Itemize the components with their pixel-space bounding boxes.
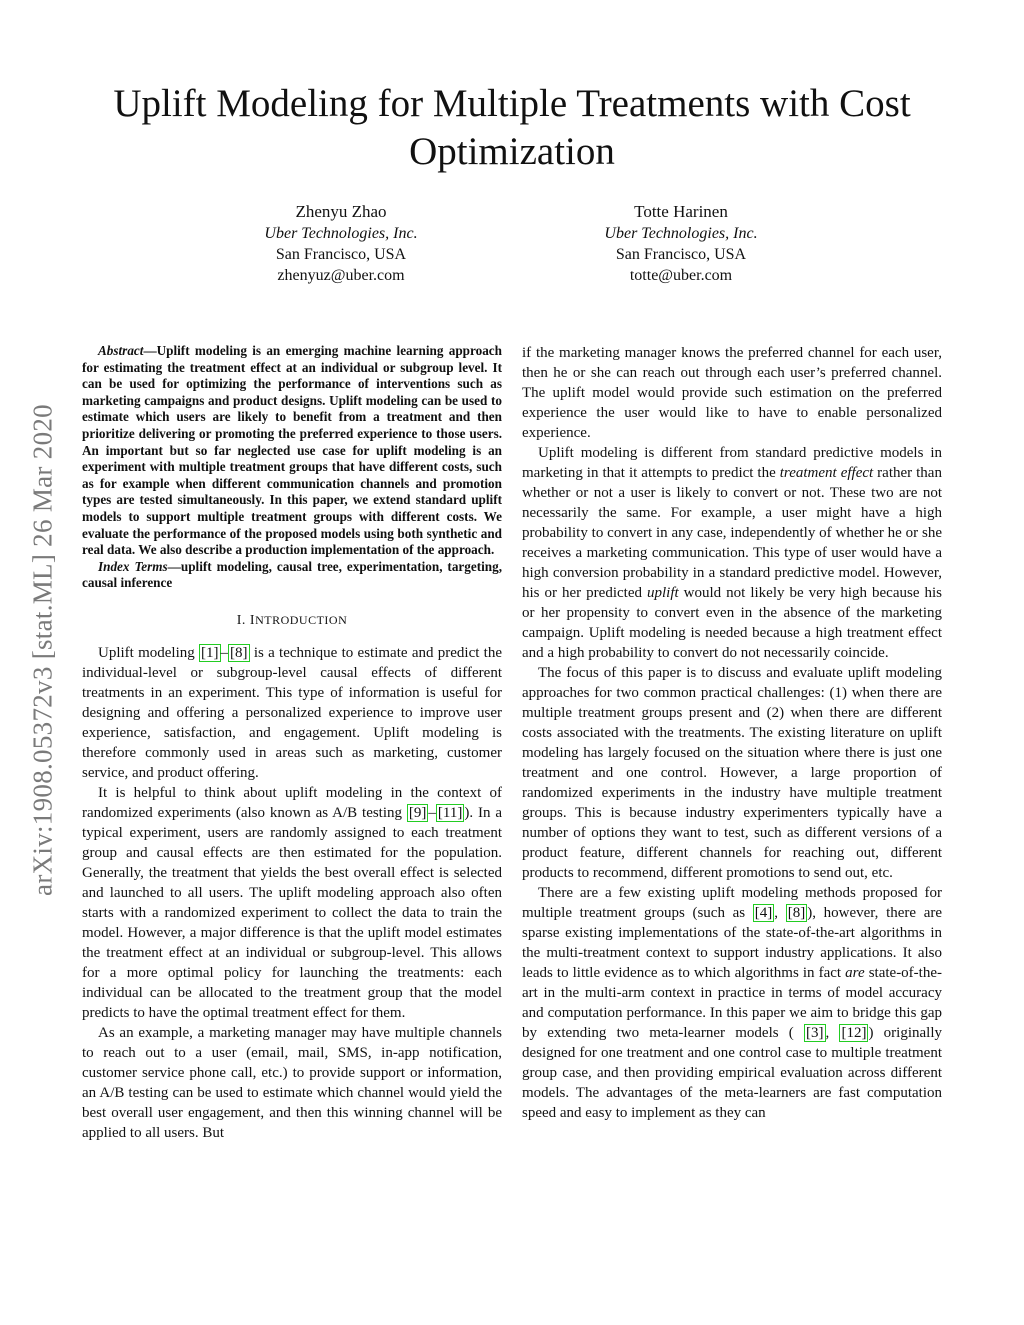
citation-link[interactable]: [3] [806, 1025, 824, 1041]
paragraph: The focus of this paper is to discuss and evaluate uplift modeling approaches for two common practical challenges: (1) when there are multiple treatment groups present and (2) when there are different costs associated with the treatments. The existing literature on uplift modeling has largely focused on the situation where there is just one treatment and one control. However, a large proportion of randomized experiments in the industry have multiple treatment groups. This is because industry experimenters typically have a number of options they want to test, such as different versions of a product feature, different channels for reaching out, different products to recommend, different promotions to send out, etc. [522, 665, 942, 881]
abstract-label: Abstract [98, 343, 144, 358]
paragraph: if the marketing manager knows the preferred channel for each user, then he or she can reach out through each user’s preferred channel. The uplift model would provide such estimation on the preferred experience the user would like to have to enable personalized experience. [522, 345, 942, 441]
abstract [82, 343, 502, 559]
author-location: San Francisco, USA [275, 246, 407, 263]
paragraph: There are a few existing uplift modeling methods proposed for multiple treatment groups (such as [4] , [8] ), however, there are sparse existing implementations of the state-of-the-art algorithms in the multi-treatment context to support industry applications. It also leads to little evidence as to which algorithms in fact are state-of-the-art in the multi-arm context in practice in terms of model accuracy and computation performance. In this paper we aim to bridge this gap by extending two meta-learner models ( [3] , [12] ) originally designed for one treatment and one control case to multiple treatment group case, and then providing empirical evaluation across different models. The advantages of the meta-learners are fast computation speed and easy to implement as they can [522, 885, 943, 1121]
author-email: zhenyuz@uber.com [277, 267, 405, 284]
author-block-1 [181, 201, 501, 286]
author-name: Zhenyu Zhao [295, 202, 387, 221]
paper-title: Uplift Modeling for Multiple Treatments with Cost Optimization [113, 82, 911, 173]
left-column [82, 343, 502, 1143]
right-column [522, 343, 942, 1123]
citation-link[interactable]: [1] [201, 644, 219, 661]
paragraph: Uplift modeling [1] – [8] is a technique to estimate and predict the individual-level or subgroup-level causal effects of different treatments in an experiment. This type of information is useful for designing and offering a personalized experience to improve user experience, satisfaction, and engagement. Uplift modeling is therefore commonly used in areas such as marketing, customer service, and product offering. [82, 644, 502, 781]
author-affiliation: Uber Technologies, Inc. [264, 225, 418, 242]
paragraph: Uplift modeling is different from standard predictive models in marketing in that it attempts to predict the treatment effect rather than whether or not a user is likely to convert or not. These two are not necessarily the same. For example, a user might have a high probability to convert in any case, independently of whether he or she receives a marketing communication. This type of user would have a high conversion probability in a standard predictive model. However, his or her predicted uplift would not likely be very high because his or her propensity to convert even in the absence of the marketing campaign. Uplift modeling is needed because a high treatment effect and a high probability to convert do not necessarily coincide. [522, 445, 942, 661]
abstract-text: —Uplift modeling is an emerging machine learning approach for estimating the treatment effect at an individual or subgroup level. It can be used for optimizing the performance of interventions such as marketing campaigns and product designs. Uplift modeling can be used to estimate which users are likely to benefit from a treatment and then prioritize delivering or promoting the preferred experience to those users. An important but so far neglected use case for uplift modeling is an experiment with multiple treatment groups that have different costs, such as for example when different communication channels and promotion types are tested simultaneously. In this paper, we extend standard uplift models to support multiple treatment groups with different costs. We evaluate the performance of the proposed models using both synthetic and real data. We also describe a production implementation of the approach. [82, 343, 502, 558]
author-name: Totte Harinen [634, 202, 728, 221]
citation-link[interactable]: [12] [841, 1025, 867, 1041]
author-affiliation: Uber Technologies, Inc. [604, 225, 758, 242]
author-email: totte@uber.com [629, 267, 733, 284]
arxiv-identifier-text: arXiv:1908.05372v3 [stat.ML] 26 Mar 2020 [27, 404, 58, 896]
index-terms-label: Index Terms [98, 558, 168, 574]
paragraph: It is helpful to think about uplift modeling in the context of randomized experiments (also known as A/B testing [9] – [11] ). In a typical experiment, users are randomly assigned to each treatment group and causal effects are then estimated for the population. Generally, the treatment that yields the best overall effect is selected and launched to all users. The uplift modeling approach also often starts with a randomized experiment to collect the data to train the model. However, a major difference is that the uplift model estimates the treatment effect at an individual or subgroup-level. This allows for a more optimal policy for launching the treatments: each individual can be allocated to the treatment group that the model predicts to have the optimal treatment effect for them. [82, 784, 502, 1021]
citation-link[interactable]: [11] [437, 804, 463, 821]
citation-link[interactable]: [8] [230, 644, 248, 661]
paragraph: As an example, a marketing manager may have multiple channels to reach out to a user (email, mail, SMS, in-app notification, customer service phone call, etc.) to provide support or information, an A/B testing can be used to estimate which channel would yield the best overall user engagement, and then this winning channel will be applied to all users. But [82, 1024, 502, 1141]
citation-link[interactable]: [9] [408, 804, 427, 821]
author-location: San Francisco, USA [615, 246, 747, 263]
index-terms [82, 559, 502, 592]
author-block-2 [521, 201, 841, 286]
citation-link[interactable]: [8] [787, 905, 806, 921]
arxiv-identifier [18, 340, 68, 960]
section-heading-introduction: I. INTRODUCTION [236, 612, 348, 628]
citation-link[interactable]: [4] [754, 905, 773, 921]
index-terms-text: —uplift modeling, causal tree, experimentation, targeting, causal inference [82, 558, 502, 591]
